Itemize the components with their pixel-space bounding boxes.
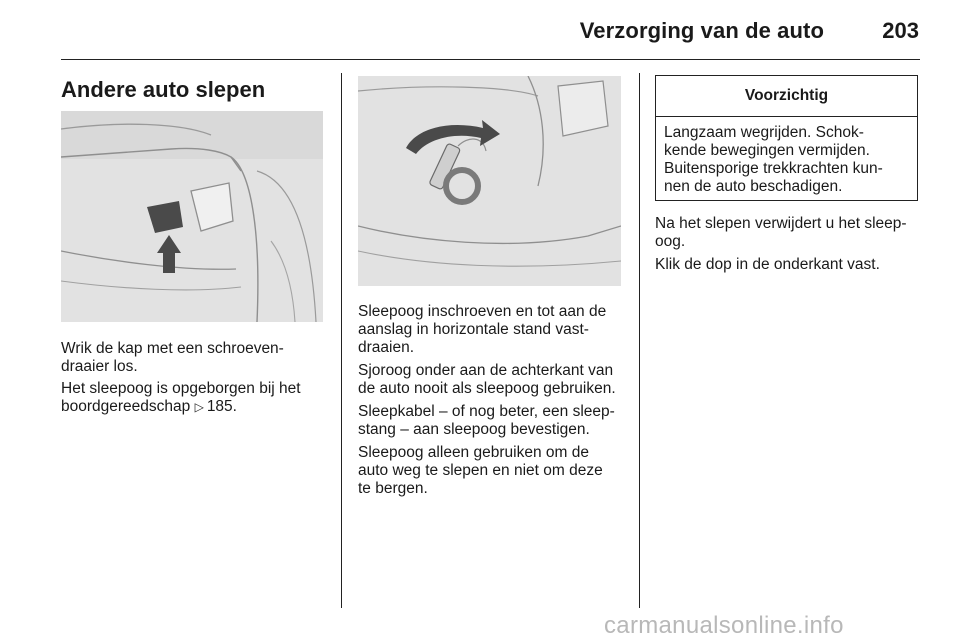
column-divider-2 [639, 73, 640, 608]
storage-text: Het sleepoog is opgeborgen bij het boordgereedschap [61, 380, 301, 415]
running-header-title: Verzorging van de auto [579, 18, 824, 43]
column-divider-1 [341, 73, 342, 608]
instruction-remove-eye: Na het slepen verwijdert u het sleep- oog. [655, 215, 907, 250]
towing-eye-illustration [358, 76, 621, 286]
instruction-storage-location [61, 380, 331, 416]
instruction-attach-cable: Sleepkabel – of nog beter, een sleep- stang – aan sleepoog bevestigen. [358, 403, 615, 438]
section-title: Andere auto slepen [61, 77, 266, 102]
instruction-use-only-for-towing: Sleepoog alleen gebruiken om de auto weg te slepen en niet om deze te bergen. [358, 444, 603, 497]
arrow-outline-right-icon: ▷ [194, 400, 204, 414]
bumper-cover-drawing [61, 111, 323, 322]
caution-text: Langzaam wegrijden. Schok- kende bewegingen vermijden. Buitensporige trekkrachten kun- nen de auto beschadigen. [664, 124, 883, 195]
page-number: 203 [882, 18, 919, 43]
caution-title: Voorzichtig [656, 76, 917, 117]
header-rule [61, 59, 920, 60]
watermark: carmanualsonline.info [604, 612, 844, 639]
instruction-clip-cover: Klik de dop in de onderkant vast. [655, 256, 880, 273]
bumper-cover-illustration [61, 111, 323, 322]
instruction-pry-cover: Wrik de kap met een schroeven- draaier los. [61, 340, 284, 375]
instruction-screw-in-eye: Sleepoog inschroeven en tot aan de aanslag in horizontale stand vast- draaien. [358, 303, 607, 356]
reference-page-link[interactable]: 185. [206, 398, 237, 415]
instruction-lashing-eye-warning: Sjoroog onder aan de achterkant van de auto nooit als sleepoog gebruiken. [358, 362, 616, 397]
towing-eye-drawing [358, 76, 621, 286]
caution-box [655, 75, 918, 201]
